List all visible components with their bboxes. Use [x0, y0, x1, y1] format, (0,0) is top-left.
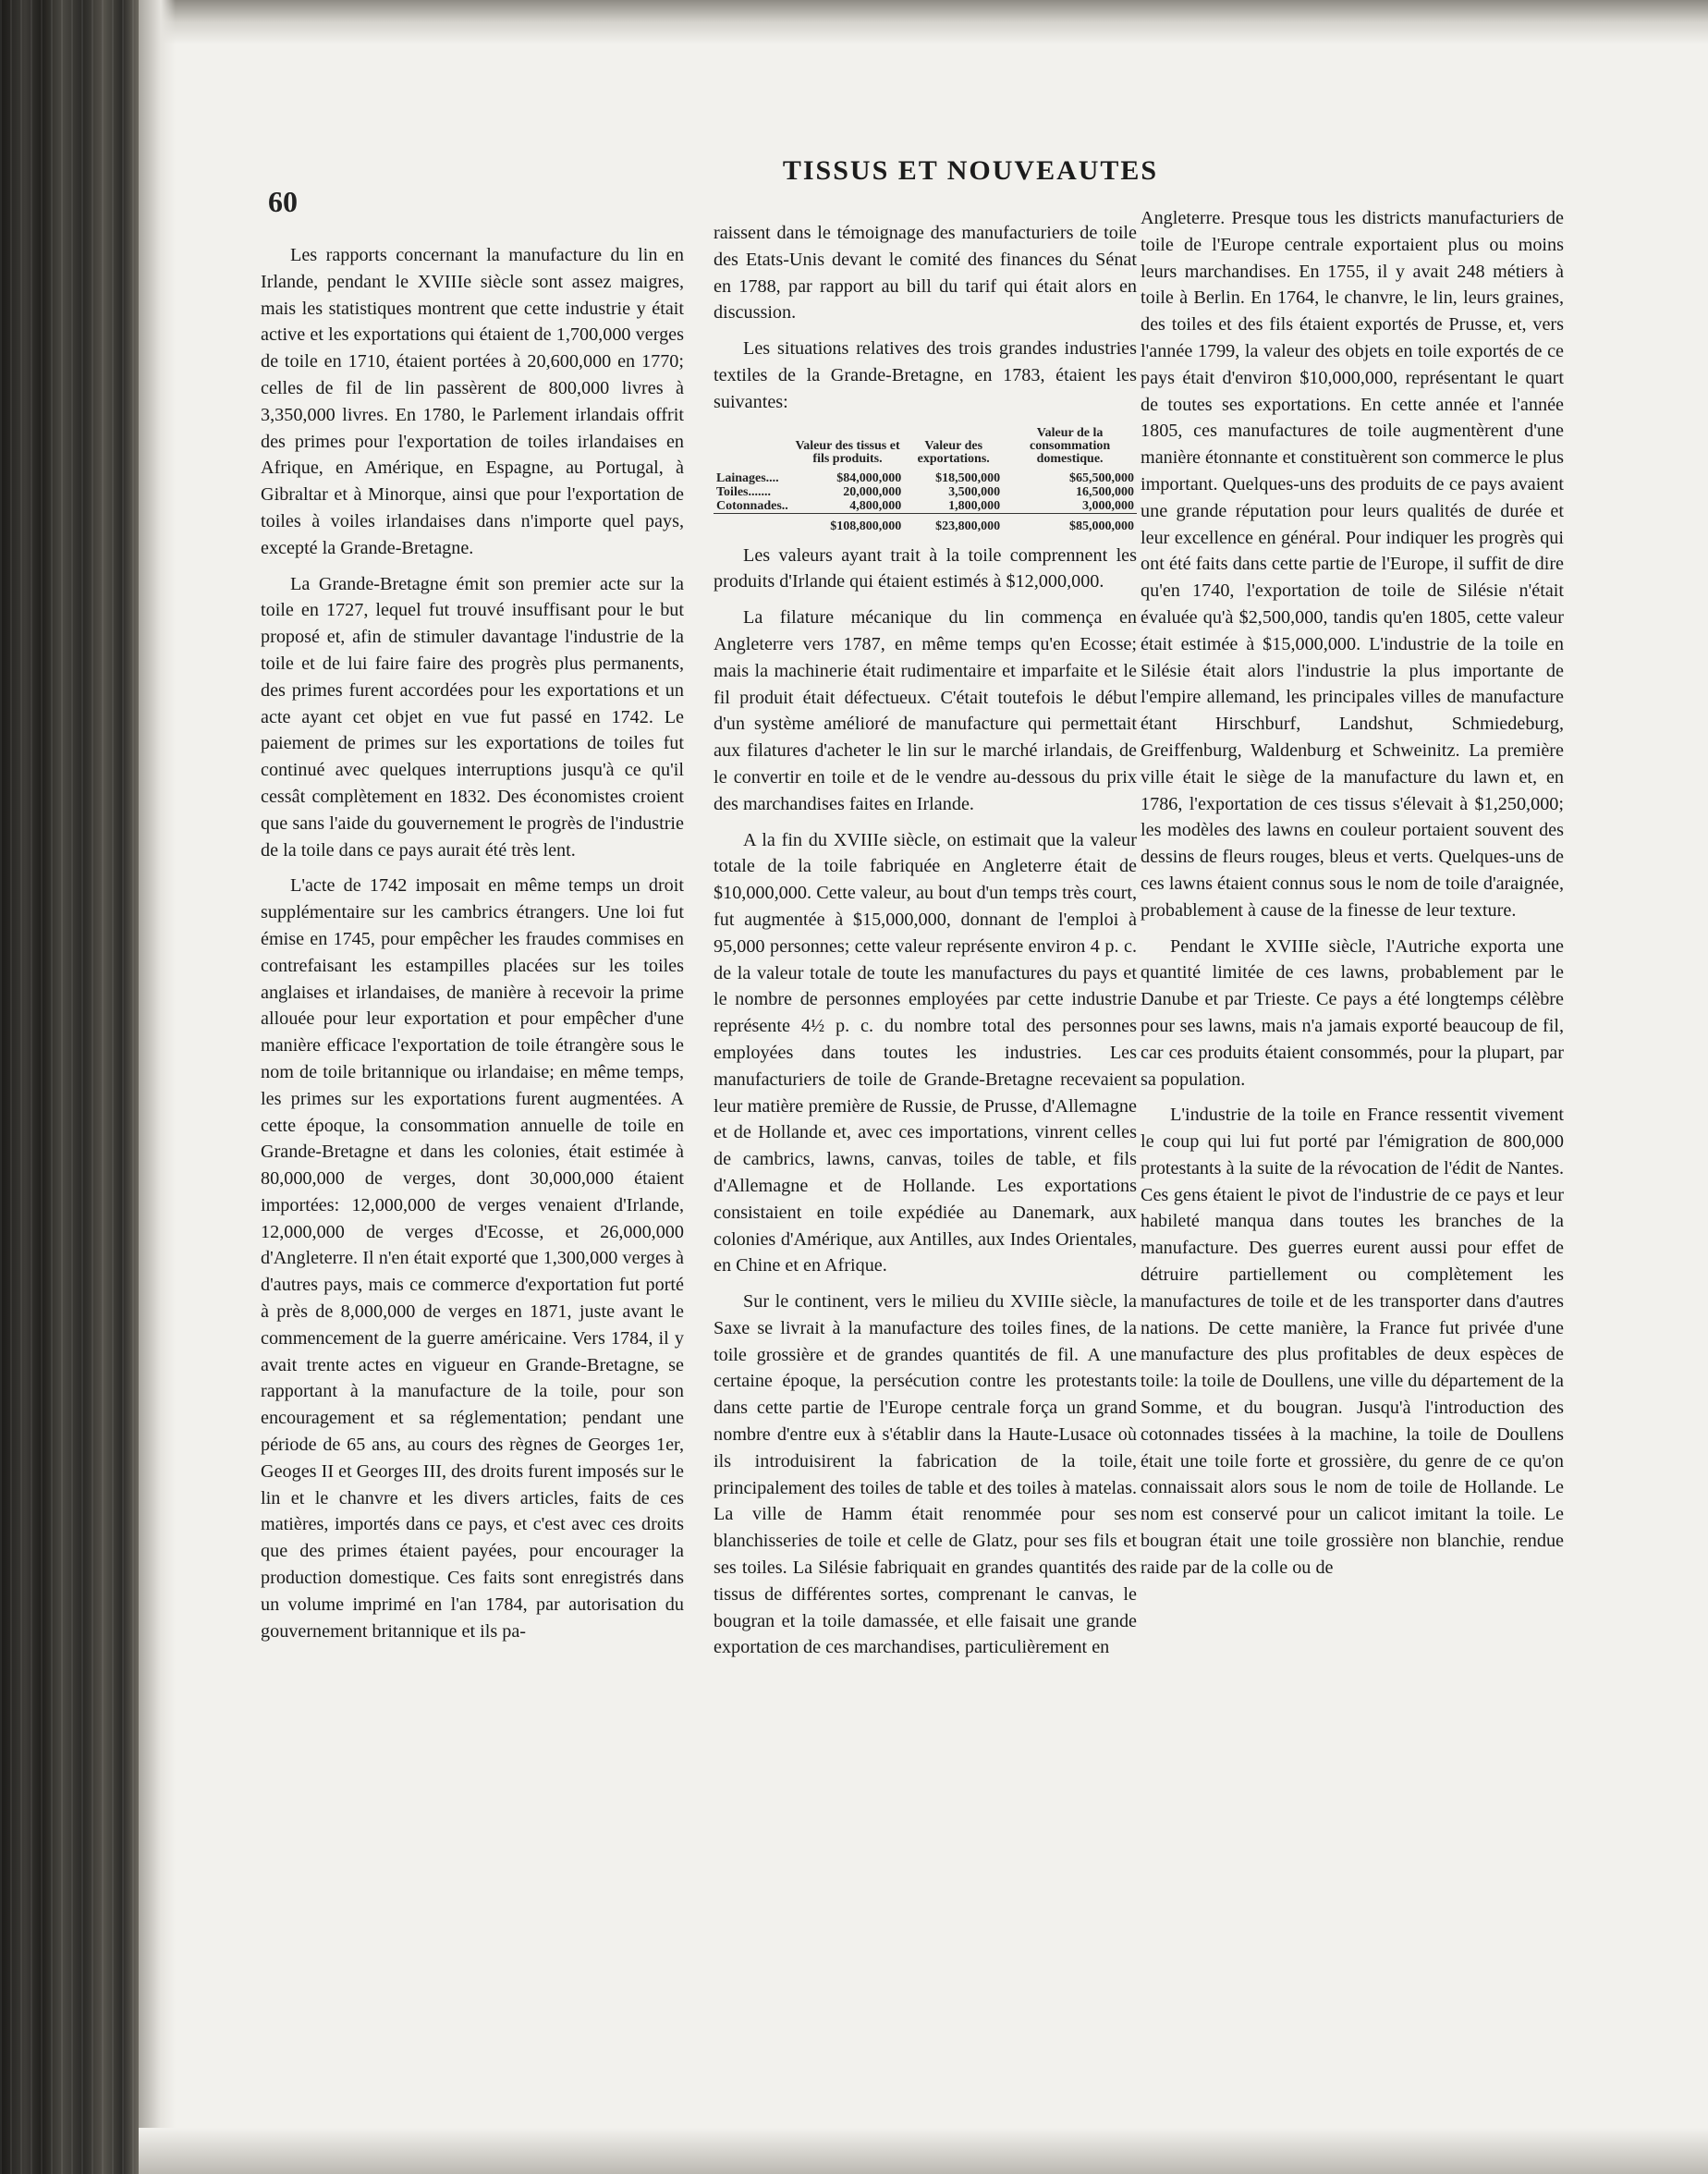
paragraph: Pendant le XVIIIe siècle, l'Autriche exporta une quantité limitée de ces lawns, probablement par le Danube et par Trieste. Ce pays a été longtemps célèbre pour ses lawns, mais n'a jamais exporté beaucoup de fil, car ces produits étaient consommés, pour la plupart, par sa population. [1141, 935, 1564, 1090]
table-cell: 4,800,000 [849, 498, 902, 513]
table-cell: $84,000,000 [836, 470, 902, 485]
row-label [714, 513, 791, 533]
paragraph: Angleterre. Presque tous les districts manufacturiers de toile de l'Europe centrale exportaient plus ou moins leurs marchandises. En 1755, il y avait 248 métiers à toile à Berlin. En 1764, le chanvre, le lin, leurs graines, des toiles et des fils étaient exportés de Prusse, et, vers l'année 1799, la valeur des objets en toile exportés de ce pays était d'environ $10,000,000, représentant le quart de toutes ses exportations. En cette année et l'année 1805, ces manufactures de toile augmentèrent d'une manière étonnante et constituèrent son commerce le plus important. Quelques-uns des produits de ce pays avaient une grande réputation pour leurs qualités de durée et leur excellence en général. Pour indiquer les progrès qui ont été faits dans cette partie de l'Europe, il suffit de dire qu'en 1740, l'exportation de toile de Silésie n'était évaluée qu'à $2,500,000, tandis qu'en 1805, cette valeur était estimée à $15,000,000. L'industrie de la toile en Silésie était alors l'industrie la plus importante de l'empire allemand, les principales villes de manufacture étant Hirschburf, Landshut, Schmiedeburg, Greiffenburg, Waldenburg et Schweinitz. La première ville était le siège de la manufacture du lawn et, en 1786, l'exportation de ces tissus s'élevait à $1,250,000; les modèles des lawns en couleur portaient souvent des dessins de fleurs rouges, bleus et verts. Quelques-uns de ces lawns étaient connus sous le nom de toile d'araignée, probablement à cause de la finesse de leur texture. [1141, 208, 1564, 921]
table-header [714, 425, 791, 471]
statistics-table-wrapper [714, 425, 1137, 533]
paragraph: raissent dans le témoignage des manufacturiers de toile des Etats-Unis devant le comité des finances du Sénat en 1788, par rapport au bill du tarif qui était alors en discussion. [714, 223, 1137, 324]
row-label: Cotonnades.. [716, 498, 788, 513]
row-label: Lainages.... [716, 470, 779, 485]
table-cell: 1,800,000 [948, 498, 1001, 513]
text-column-1 [261, 242, 684, 1654]
table-cell: 3,000,000 [1082, 498, 1134, 513]
table-row [714, 499, 1137, 514]
paragraph: La Grande-Bretagne émit son premier acte sur la toile en 1727, lequel fut trouvé insuffisant pour le but proposé et, afin de stimuler davantage l'industrie de la toile et de lui faire faire des progrès plus permanents, des primes furent accordées pour les exportations et un acte ayant cet objet en vue fut passé en 1742. Le paiement de primes sur les exportations de toiles fut continué avec quelques interruptions jusqu'à ce qu'il cessât complètement en 1832. Des économistes croient que sans l'aide du gouvernement le progrès de l'industrie de la toile dans ce pays aurait été très lent. [261, 573, 684, 861]
paragraph: Sur le continent, vers le milieu du XVIIIe siècle, la Saxe se livrait à la manufacture des toiles fines, de la toile grossière et de grandes quantités de fil. A une certaine époque, la persécution contre les protestants dans cette partie de l'Europe centrale força un grand nombre d'entre eux à s'établir dans la Haute-Lusace où ils introduisirent la fabrication de la toile, principalement des toiles de table et des toiles à matelas. La ville de Hamm était renommée pour ses blanchisseries de toile et celle de Glatz, pour ses fils et ses toiles. La Silésie fabriquait en grandes quantités des tissus de différentes sortes, comprenant le canvas, le bougran et la toile damassée, et elle faisait une grande exportation de ces marchandises, particulièrement en [714, 1291, 1137, 1658]
table-cell: 16,500,000 [1076, 484, 1134, 499]
table-header: Valeur de la consommation domestique. [1030, 425, 1111, 466]
paragraph: Les rapports concernant la manufacture du lin en Irlande, pendant le XVIIIe siècle sont assez maigres, mais les statistiques montrent que cette industrie y était active et les exportations qui étaient de 1,700,000 verges de toile en 1710, étaient portées à 20,600,000 en 1770; celles de fil de lin passèrent de 800,000 livres à 3,350,000 livres. En 1780, le Parlement irlandais offrit des primes pour l'exportation de toiles irlandaises en Afrique, en Amérique, en Espagne, au Portugal, à Gibraltar et à Minorque, ainsi que pour l'exportation de toiles à voiles irlandaises dans n'importe quel pays, excepté la Grande-Bretagne. [261, 245, 684, 558]
table-header: Valeur des exportations. [917, 438, 990, 466]
page-gutter-shadow [139, 0, 176, 2174]
statistics-table [714, 425, 1137, 533]
table-cell: $18,500,000 [935, 470, 1001, 485]
page-top-shadow [139, 0, 1708, 44]
page-number: 60 [268, 185, 298, 218]
paragraph: A la fin du XVIIIe siècle, on estimait que la valeur totale de la toile fabriquée en Angleterre était de $10,000,000. Cette valeur, au bout d'un temps très court, fut augmentée à $15,000,000, donnant de l'emploi à 95,000 personnes; cette valeur représente environ 4 p. c. de la valeur totale de toute les manufactures du pays et le nombre de personnes employées par cette industrie représente 4½ p. c. du nombre total des personnes employées dans toutes les industries. Les manufacturiers de toile de Grande-Bretagne recevaient leur matière première de Russie, de Prusse, d'Allemagne et de Hollande et, avec ces importations, vinrent celles de cambrics, lawns, canvas, toiles de table, et fils d'Allemagne et de Hollande. Les exportations consistaient en toile expédiée au Danemark, aux colonies d'Amérique, aux Antilles, aux Indes Orientales, en Chine et en Afrique. [714, 829, 1137, 1276]
table-total-cell: $108,800,000 [791, 513, 904, 533]
table-row [714, 471, 1137, 485]
text-column-3 [1141, 205, 1564, 1591]
book-page [139, 0, 1708, 2174]
text-column-2 [714, 220, 1137, 1670]
running-head: TISSUS ET NOUVEAUTES [782, 155, 1159, 186]
table-header-row [714, 425, 1137, 471]
table-cell: 3,500,000 [948, 484, 1001, 499]
table-total-row [714, 513, 1137, 533]
page-edges [0, 0, 139, 2174]
paragraph: L'acte de 1742 imposait en même temps un droit supplémentaire sur les cambrics étrangers. Une loi fut émise en 1745, pour empêcher les fraudes commises en contrefaisant les estampilles placées sur les toiles anglaises et irlandaises, de manière à recevoir la prime allouée pour leur exportation et pour empêcher d'une manière efficace l'exportation de toile étrangère sous le nom de toile britannique ou irlandaise; en même temps, les primes sur les exportations furent augmentées. A cette époque, la consommation annuelle de toile en Grande-Bretagne et dans les colonies, était estimée à 80,000,000 de verges, dont 30,000,000 étaient importées: 12,000,000 de verges venaient d'Irlande, 12,000,000 de verges d'Ecosse, et 26,000,000 d'Angleterre. Il n'en était exporté que 1,300,000 verges à d'autres pays, mais ce commerce d'exportation fut porté à près de 8,000,000 de verges en 1871, juste avant le commencement de la guerre américaine. Vers 1784, il y avait trente actes en vigueur en Grande-Bretagne, se rapportant à la manufacture de la toile, pour son encouragement et sa réglementation; pendant une période de 65 ans, au cours des règnes de Georges 1er, Geoges II et Georges III, des droits furent imposés sur le lin et le chanvre et les divers articles, faits de ces matières, importés dans ce pays, et c'est avec ces droits que des primes étaient payées, pour encourager la production domestique. Ces faits sont enregistrés dans un volume imprimé en l'an 1784, par autorisation du gouvernement britannique et ils pa- [261, 875, 684, 1642]
paragraph: Les situations relatives des trois grandes industries textiles de la Grande-Bretagne, en 1783, étaient les suivantes: [714, 338, 1137, 412]
table-cell: $65,500,000 [1069, 470, 1134, 485]
paragraph: La filature mécanique du lin commença en Angleterre vers 1787, en même temps qu'en Ecosse; mais la machinerie était rudimentaire et imparfaite et le fil produit était défectueux. C'était toutefois le début d'un système amélioré de manufacture qui permettait aux filatures d'acheter le lin sur le marché irlandais, de le convertir en toile et de le vendre au-dessous du prix des marchandises faites en Irlande. [714, 607, 1137, 814]
table-total-cell: $23,800,000 [904, 513, 1003, 533]
row-label: Toiles....... [716, 484, 771, 499]
paragraph: L'industrie de la toile en France ressentit vivement le coup qui lui fut porté par l'émigration de 800,000 protestants à la suite de la révocation de l'édit de Nantes. Ces gens étaient le pivot de l'industrie de ce pays et leur habileté manqua dans toutes les branches de la manufacture. Des guerres eurent aussi pour effet de détruire partiellement ou complètement les manufactures de toile et de les transporter dans d'autres nations. De cette manière, la France fut privée d'une manufacture des plus profitables de deux espèces de toile: la toile de Doullens, une ville du département de la Somme, et du bougran. Jusqu'à l'introduction des cotonnades tissées à la machine, la toile de Doullens était une toile forte et grossière, du genre de ce qu'on connaissait alors sous le nom de toile de Hollande. Le nom est conservé pour un calicot imitant la toile. Le bougran était une toile grossière non blanchie, rendue raide par de la colle ou de [1141, 1105, 1565, 1578]
page-bottom-shadow [139, 2128, 1708, 2174]
table-cell: 20,000,000 [843, 484, 902, 499]
table-row [714, 485, 1137, 499]
table-total-cell: $85,000,000 [1003, 513, 1137, 533]
table-header: Valeur des tissus et fils produits. [795, 438, 900, 466]
paragraph: Les valeurs ayant trait à la toile comprennent les produits d'Irlande qui étaient estimés à $12,000,000. [714, 544, 1137, 592]
